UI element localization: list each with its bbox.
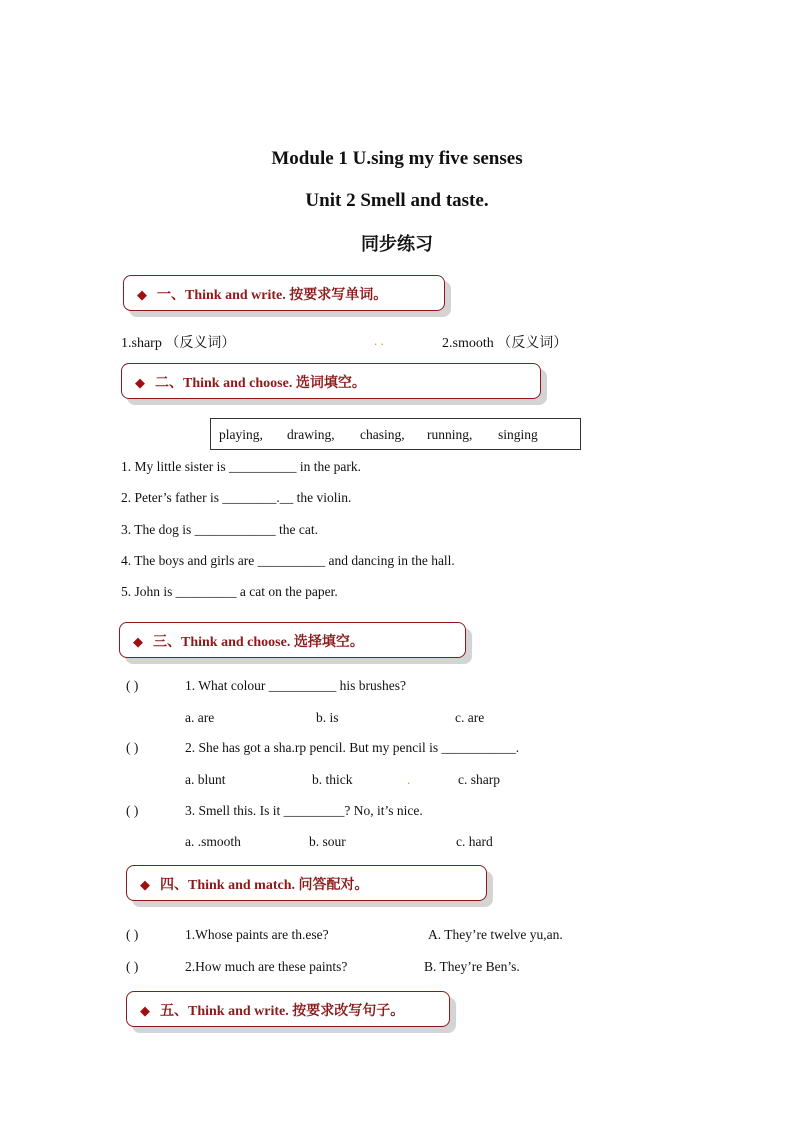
part4-answer-b: B. They’re Ben’s.	[424, 959, 520, 974]
section-2-label: 二、Think and choose. 选词填空。	[155, 376, 366, 391]
part1-item-1: 1.sharp （反义词）	[121, 336, 236, 351]
part3-question-2: 2. She has got a sha.rp pencil. But my pencil is ___________.	[185, 740, 520, 755]
answer-paren: ( )	[126, 740, 139, 755]
part3-question-3: 3. Smell this. Is it _________? No, it’s nice.	[185, 803, 423, 818]
word-option: playing,	[219, 427, 263, 442]
section-1-label: 一、Think and write. 按要求写单词。	[157, 288, 388, 303]
part4-question-2: 2.How much are these paints?	[185, 959, 348, 974]
practice-title: 同步练习	[361, 234, 433, 255]
word-option: singing	[498, 427, 538, 442]
part2-question-3: 3. The dog is ____________ the cat.	[121, 522, 318, 537]
answer-paren: ( )	[126, 927, 139, 942]
part4-question-1: 1.Whose paints are th.ese?	[185, 927, 329, 942]
module-title: Module 1 U.sing my five senses	[271, 148, 523, 169]
answer-paren: ( )	[126, 803, 139, 818]
part3-q3-option-b: b. sour	[309, 834, 346, 849]
part4-answer-a: A. They’re twelve yu,an.	[428, 927, 563, 942]
word-option: running,	[427, 427, 473, 442]
diamond-icon: ◆	[135, 375, 145, 390]
diamond-icon: ◆	[140, 1003, 150, 1018]
diamond-icon: ◆	[133, 634, 143, 649]
part3-q2-dot: .	[407, 772, 411, 787]
part3-q1-option-c: c. are	[455, 710, 485, 725]
diamond-icon: ◆	[140, 877, 150, 892]
section-3-label: 三、Think and choose. 选择填空。	[153, 635, 364, 650]
part3-question-1: 1. What colour __________ his brushes?	[185, 678, 406, 693]
part3-q2-option-c: c. sharp	[458, 772, 500, 787]
part3-q2-option-a: a. blunt	[185, 772, 226, 787]
part2-question-4: 4. The boys and girls are __________ and dancing in the hall.	[121, 553, 455, 568]
part2-question-2: 2. Peter’s father is ________.__ the violin.	[121, 490, 352, 505]
part2-question-5: 5. John is _________ a cat on the paper.	[121, 584, 338, 599]
section-4-label: 四、Think and match. 问答配对。	[160, 878, 369, 893]
section-5-header	[126, 991, 450, 1027]
answer-paren: ( )	[126, 959, 139, 974]
section-4-header	[126, 865, 487, 901]
word-option: drawing,	[287, 427, 335, 442]
section-5-label: 五、Think and write. 按要求改写句子。	[160, 1004, 405, 1019]
part3-q1-option-a: a. are	[185, 710, 215, 725]
part3-q3-option-a: a. .smooth	[185, 834, 241, 849]
section-1-header	[123, 275, 445, 311]
section-3-header	[119, 622, 466, 658]
word-option: chasing,	[360, 427, 405, 442]
answer-paren: ( )	[126, 678, 139, 693]
part3-q1-option-b: b. is	[316, 710, 339, 725]
part3-q2-option-b: b. thick	[312, 772, 353, 787]
section-2-header	[121, 363, 541, 399]
unit-title: Unit 2 Smell and taste.	[305, 190, 489, 211]
part1-dots: . .	[374, 333, 384, 348]
part1-item-2: 2.smooth （反义词）	[442, 336, 568, 351]
word-bank	[210, 418, 581, 450]
part2-question-1: 1. My little sister is __________ in the park.	[121, 459, 361, 474]
part3-q3-option-c: c. hard	[456, 834, 493, 849]
diamond-icon: ◆	[137, 287, 147, 302]
